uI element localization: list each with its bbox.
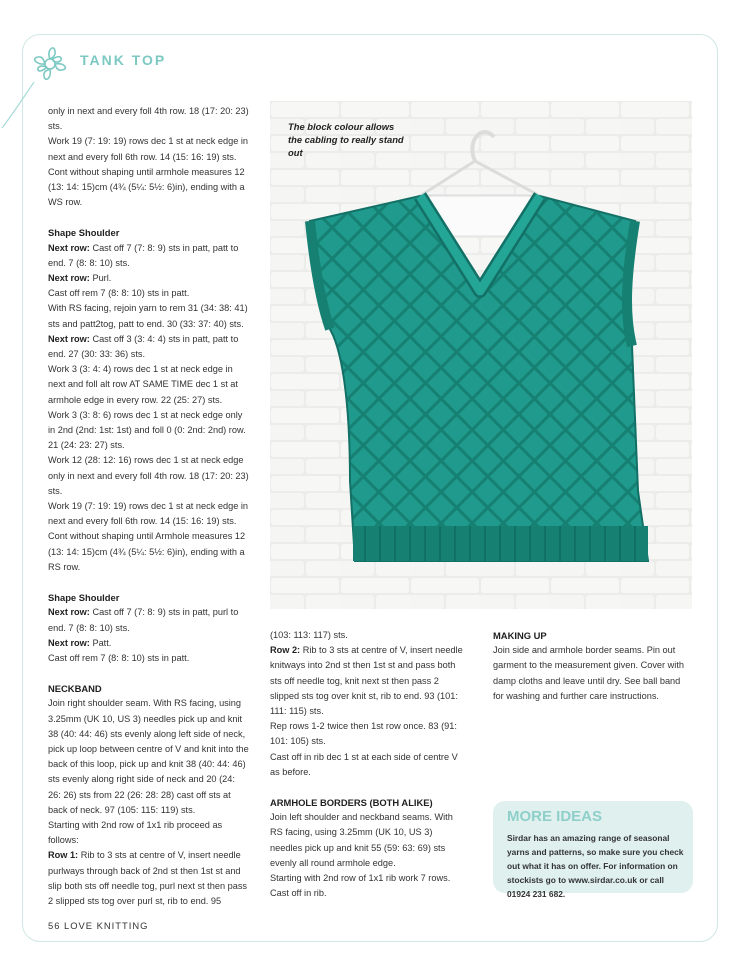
pattern-column-middle (270, 628, 466, 901)
row-label: Row 2: (270, 645, 301, 656)
pattern-text: only in next and every foll 4th row. 18 (17: 20: 23) sts. (48, 106, 249, 132)
flower-icon (22, 36, 78, 92)
row-text: Rib to 3 sts at centre of V, insert needle purlways through back of 2nd st then 1st st and slip both sts off needle tog, purl next st then pass 2 slipped sts tog over purl st, rib to end. 95 (48, 850, 248, 906)
row-text: Cast off 7 (7: 8: 9) sts in patt, patt to end. 7 (8: 8: 10) sts. (48, 242, 239, 268)
subheading: NECKBAND (48, 683, 102, 695)
pattern-row (48, 848, 250, 909)
pattern-text: Starting with 2nd row of 1x1 rib proceed as follows: (48, 819, 223, 846)
pattern-text: Work 19 (7: 19: 19) rows dec 1 st at neck edge in next and every foll 6th row. 14 (15: 16: 19) sts. (48, 501, 249, 527)
pattern-text: Join left shoulder and neckband seams. With RS facing, using 3.25mm (UK 10, US 3) needles pick up and knit 55 (59: 63: 69) sts evenly all round armhole edge. (270, 812, 453, 868)
pattern-row (270, 643, 466, 719)
row-label: Row 1: (48, 850, 79, 861)
subheading: MAKING UP (493, 630, 547, 641)
pattern-text: Cast off rem 7 (8: 8: 10) sts in patt. (48, 288, 190, 299)
pattern-text: Work 3 (3: 4: 4) rows dec 1 st at neck edge in next and foll alt row AT SAME TIME dec 1 st at armhole edge in every row. 22 (25: 27) sts. (48, 364, 238, 405)
section-title: TANK TOP (80, 52, 167, 68)
pattern-text: Join right shoulder seam. With RS facing, using 3.25mm (UK 10, US 3) needles pick up and knit 38 (40: 44: 46) sts evenly along left side of neck, pick up loop between centre of V and knit into the back of this loop, pick up and knit 38 (40: 44: 46) sts evenly along right side of neck and 20 (24: 26: 26) sts from 22 (26: 28: 28) cast off sts at back of neck. 97 (105: 115: 119) sts. (48, 698, 249, 815)
pattern-row (48, 332, 250, 362)
pattern-text: Rep rows 1-2 twice then 1st row once. 83 (91: 101: 105) sts. (270, 721, 457, 747)
row-label: Next row: (48, 273, 90, 284)
pattern-text: Work 3 (3: 8: 6) rows dec 1 st at neck edge only in 2nd (2nd: 1st: 1st) and foll 0 (0: 2nd: 2nd) row. 21 (24: 23: 27) sts. (48, 409, 246, 451)
pattern-text: (103: 113: 117) sts. (270, 630, 348, 640)
row-text: Rib to 3 sts at centre of V, insert needle knitways into 2nd st then 1st st and pass both sts off needle tog, knit next st then pass 2 slipped sts tog over knit st, rib to end. 93 (101: 111: 115) sts. (270, 645, 463, 717)
pattern-text: Cont without shaping until armhole measures 12 (13: 14: 15)cm (4¾ (5¼: 5½: 6)in), ending with a WS row. (48, 166, 245, 208)
pattern-row (48, 271, 250, 286)
pattern-text: Cast off in rib dec 1 st at each side of centre V as before. (270, 751, 458, 777)
row-text: Cast off 3 (3: 4: 4) sts in patt, patt to end. 27 (30: 33: 36) sts. (48, 333, 239, 360)
row-label: Next row: (48, 242, 90, 253)
pattern-row (48, 636, 250, 651)
subheading: ARMHOLE BORDERS (BOTH ALIKE) (270, 797, 433, 809)
pattern-text: Work 12 (28: 12: 16) rows dec 1 st at neck edge only in next and every foll 4th row. 18 (17: 20: 23) sts. (48, 455, 249, 496)
row-text: Patt. (92, 637, 112, 648)
pattern-column-left (48, 104, 250, 909)
row-label: Next row: (48, 607, 90, 618)
subheading: Shape Shoulder (48, 592, 120, 604)
row-label: Next row: (48, 637, 90, 648)
more-ideas-body: Sirdar has an amazing range of seasonal yarns and patterns, so make sure you check out what it has on offer. For information on stockists go to www.sirdar.co.uk or call 01924 231 682. (507, 833, 684, 899)
pattern-row (48, 241, 250, 271)
subheading: Shape Shoulder (48, 227, 120, 239)
pattern-row (48, 605, 250, 635)
product-photo (270, 101, 692, 609)
pattern-column-right (493, 628, 693, 704)
pattern-text: Cont without shaping until Armhole measures 12 (13: 14: 15)cm (4¾ (5¼: 5½: 6)in), ending with a RS row. (48, 531, 246, 572)
more-ideas-title: MORE IDEAS (507, 808, 603, 825)
row-text: Purl. (92, 273, 112, 284)
photo-caption: The block colour allows the cabling to really stand out (288, 121, 404, 158)
pattern-text: Cast off rem 7 (8: 8: 10) sts in patt. (48, 652, 190, 663)
page-footer: 56 LOVE KNITTING (48, 920, 149, 931)
pattern-text: Work 19 (7: 19: 19) rows dec 1 st at neck edge in next and every foll 6th row. 14 (15: 16: 19) sts. (48, 136, 249, 162)
row-text: Cast off 7 (7: 8: 9) sts in patt, purl to end. 7 (8: 8: 10) sts. (48, 607, 239, 633)
pattern-text: With RS facing, rejoin yarn to rem 31 (34: 38: 41) sts and patt2tog, patt to end. 30 (33: 37: 40) sts. (48, 303, 248, 329)
pattern-text: Join side and armhole border seams. Pin out garment to the measurement given. Cover with damp cloths and leave until dry. See ball band for washing and further care instructions. (493, 645, 684, 701)
pattern-text: Starting with 2nd row of 1x1 rib work 7 rows. Cast off in rib. (270, 873, 451, 899)
more-ideas-box (493, 801, 693, 899)
row-label: Next row: (48, 333, 90, 344)
